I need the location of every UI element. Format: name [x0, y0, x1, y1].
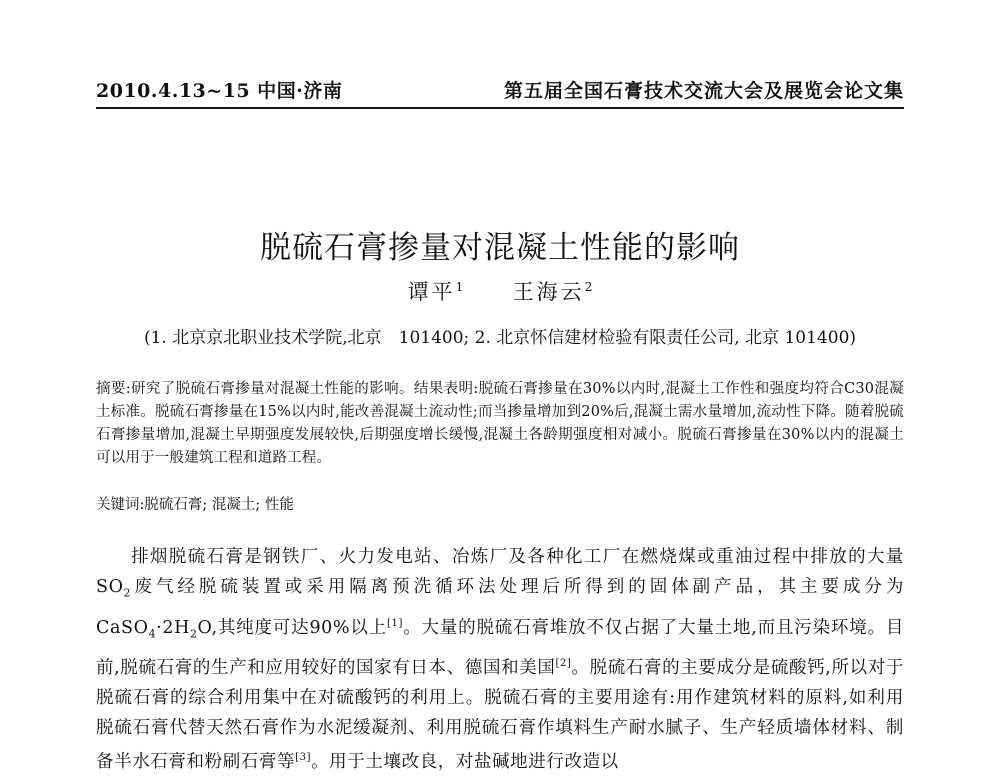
- author-affiliation-mark: 1: [455, 280, 464, 294]
- abstract: 摘要:研究了脱硫石膏掺量对混凝土性能的影响。结果表明:脱硫石膏掺量在30%以内时,混凝土工作性和强度均符合C30混凝土标准。脱硫石膏掺量在15%以内时,能改善混凝土流动性;而当掺量增加到20%后,混凝土需水量增加,流动性下降。随着脱硫石膏掺量增加,混凝土早期强度发展较快,后期强度增长缓慢,混凝土各龄期强度相对减小。脱硫石膏掺量在30%以内的混凝土可以用于一般建筑工程和道路工程。: [96, 381, 904, 466]
- citation-ref: [3]: [295, 751, 312, 763]
- author-affiliation-mark: 2: [584, 280, 593, 294]
- citation-ref: [1]: [387, 617, 403, 629]
- paper-title: 脱硫石膏掺量对混凝土性能的影响: [260, 230, 740, 266]
- citation-ref: [2]: [555, 657, 572, 669]
- author-line: [0, 276, 1000, 306]
- author-name: 王海云: [512, 280, 585, 304]
- header-date-location: 2010.4.13~15 中国·济南: [96, 80, 343, 102]
- header-proceedings-title: 第五届全国石膏技术交流大会及展览会论文集: [503, 80, 904, 102]
- author-name: 谭平: [407, 280, 456, 304]
- affiliations: (1. 北京京北职业技术学院,北京 101400; 2. 北京怀信建材检验有限责任公司, 北京 101400): [143, 328, 857, 348]
- keywords: 关键词:脱硫石膏; 混凝土; 性能: [96, 497, 294, 513]
- body-paragraph: 排烟脱硫石膏是钢铁厂、火力发电站、冶炼厂及各种化工厂在燃烧煤或重油过程中排放的大量$SO_2$废气经脱硫装置或采用隔离预洗循环法处理后所得到的固体副产品，其主要成分为$CaSO_4\cdot 2H_2O$,其纯度可达90%以上[1]。大量的脱硫石膏堆放不仅占据了大量土地,而且污染环境。目前,脱硫石膏的生产和应用较好的国家有日本、德国和美国[2]。脱硫石膏的主要成分是硫酸钙,所以对于脱硫石膏的综合利用集中在对硫酸钙的利用上。脱硫石膏的主要用途有:用作建筑材料的原料,如利用脱硫石膏代替天然石膏作为水泥缓凝剂、利用脱硫石膏作填料生产耐水腻子、生产轻质墙体材料、制备半水石膏和粉刷石膏等[3]。用于土壤改良，对盐碱地进行改造以: [96, 547, 904, 772]
- running-header: [96, 76, 904, 109]
